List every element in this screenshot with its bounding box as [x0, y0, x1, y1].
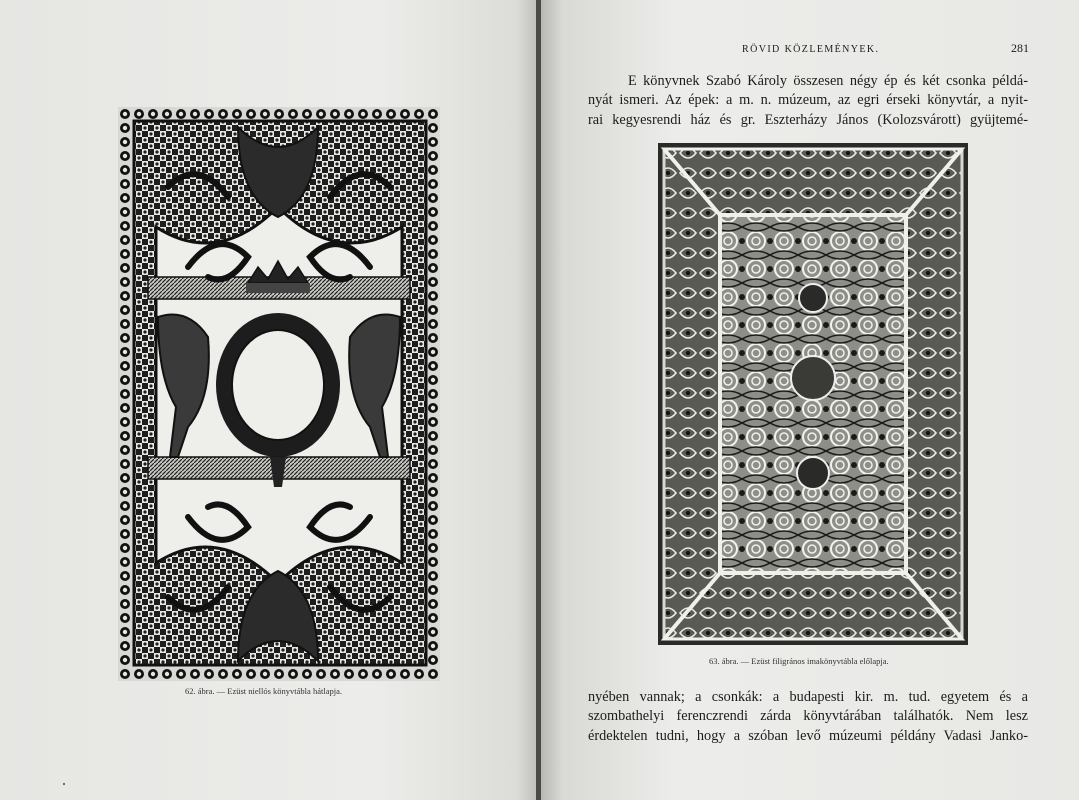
- silver-filigree-prayerbook-cover-plate: [658, 143, 968, 645]
- page-number: 281: [1011, 41, 1029, 55]
- figure-63-caption: 63. ábra. — Ezüst filigrános imakönyvtábla előlapja.: [709, 656, 889, 666]
- left-page: [0, 0, 538, 800]
- text-line: szombathelyi ferenczrendi zárda könyvtárában találhatók. Nem lesz: [588, 708, 1028, 725]
- paragraph-top: [588, 72, 1028, 130]
- figure-62-caption: 62. ábra. — Ezüst niellós könyvtábla hátlapja.: [185, 686, 342, 696]
- text-line: E könyvnek Szabó Károly összesen négy ép és két csonka példá-: [628, 73, 1028, 89]
- text-line: nyében vannak; a csonkák: a budapesti kir. m. tud. egyetem és a: [588, 689, 1028, 705]
- silver-niello-book-cover-plate: [118, 107, 440, 681]
- text-line: érdektelen tudni, hogy a szóban levő múzeumi példány Vadasi Janko-: [588, 727, 1028, 744]
- text-line: nyát ismeri. Az épek: a m. n. múzeum, az egri érseki könyvtár, a nyit-: [588, 92, 1028, 109]
- right-page: [541, 0, 1079, 800]
- paragraph-bottom: [588, 688, 1028, 746]
- text-line: rai kegyesrendi ház és gr. Eszterházy János (Kolozsvárott) gyüjtemé-: [588, 111, 1028, 128]
- ink-speck: [63, 783, 65, 785]
- running-head: RÖVID KÖZLEMÉNYEK.: [742, 44, 880, 55]
